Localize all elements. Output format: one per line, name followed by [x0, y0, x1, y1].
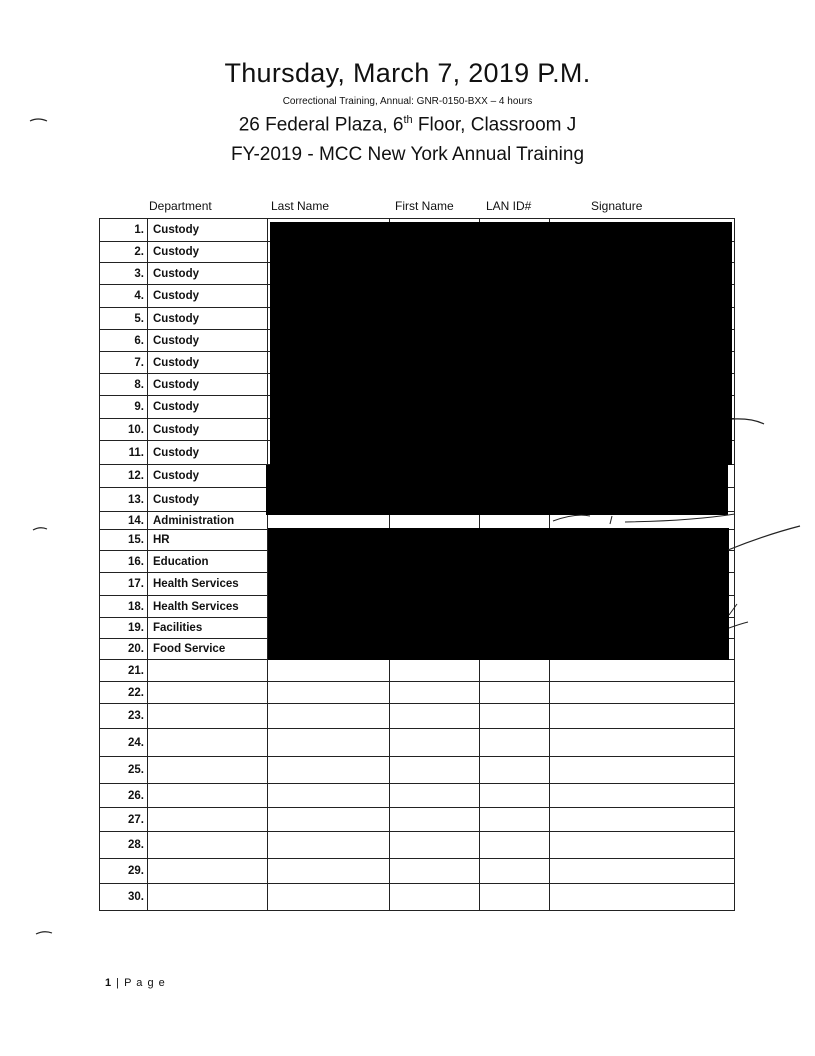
row-number: 12.	[99, 465, 147, 487]
department-cell: HR	[147, 530, 267, 550]
row-number: 11.	[99, 441, 147, 464]
row-number: 20.	[99, 639, 147, 659]
department-cell: Custody	[147, 263, 267, 284]
row-number: 19.	[99, 618, 147, 638]
location-text: 26 Federal Plaza, 6	[238, 114, 404, 136]
row-number: 24.	[99, 729, 147, 756]
row-number: 23.	[99, 704, 147, 728]
department-cell: Custody	[147, 465, 267, 487]
page-number: 1	[105, 977, 113, 989]
page-footer: 1 | P a g e	[105, 977, 166, 989]
department-cell: Health Services	[147, 596, 267, 617]
row-number: 30.	[99, 884, 147, 910]
department-cell: Custody	[147, 488, 267, 511]
department-cell: Custody	[147, 396, 267, 418]
row-number: 14.	[99, 512, 147, 529]
row-number: 21.	[99, 660, 147, 681]
row-number: 27.	[99, 808, 147, 831]
row-number: 16.	[99, 551, 147, 572]
department-cell: Custody	[147, 241, 267, 262]
column-header-signature: Signature	[591, 199, 643, 213]
department-cell: Education	[147, 551, 267, 572]
row-number: 6.	[99, 330, 147, 351]
row-number: 9.	[99, 396, 147, 418]
program-title: FY-2019 - MCC New York Annual Training	[230, 144, 585, 165]
department-cell: Custody	[147, 219, 267, 241]
column-header-lan-id: LAN ID#	[486, 199, 532, 213]
department-cell: Custody	[147, 308, 267, 329]
page-label: P a g e	[124, 977, 166, 989]
column-header-department: Department	[149, 199, 212, 213]
department-cell: Custody	[147, 330, 267, 351]
department-cell: Custody	[147, 419, 267, 440]
column-header-first-name: First Name	[395, 199, 454, 213]
row-number: 4.	[99, 285, 147, 307]
row-number: 18.	[99, 596, 147, 617]
row-number: 7.	[99, 352, 147, 373]
location-text-end: Floor, Classroom J	[412, 114, 577, 136]
department-cell: Custody	[147, 352, 267, 373]
row-number: 13.	[99, 488, 147, 511]
department-cell: Facilities	[147, 618, 267, 638]
department-cell: Custody	[147, 285, 267, 307]
row-number: 2.	[99, 241, 147, 262]
page-title: Thursday, March 7, 2019 P.M.	[224, 58, 591, 88]
department-cell: Custody	[147, 374, 267, 395]
row-number: 29.	[99, 859, 147, 883]
column-header-last-name: Last Name	[271, 199, 330, 213]
course-subtitle: Correctional Training, Annual: GNR-0150-BXX – 4 hours	[282, 96, 533, 107]
location-superscript: th	[403, 114, 413, 126]
row-number: 22.	[99, 682, 147, 703]
department-cell: Health Services	[147, 573, 267, 595]
row-number: 8.	[99, 374, 147, 395]
row-number: 17.	[99, 573, 147, 595]
department-cell: Food Service	[147, 639, 267, 659]
row-number: 10.	[99, 419, 147, 440]
row-number: 28.	[99, 832, 147, 858]
row-number: 26.	[99, 784, 147, 807]
department-cell: Custody	[147, 441, 267, 464]
row-number: 5.	[99, 308, 147, 329]
row-number: 3.	[99, 263, 147, 284]
row-number: 25.	[99, 757, 147, 783]
row-number: 15.	[99, 530, 147, 550]
row-number: 1.	[99, 219, 147, 241]
department-cell: Administration	[147, 512, 267, 529]
